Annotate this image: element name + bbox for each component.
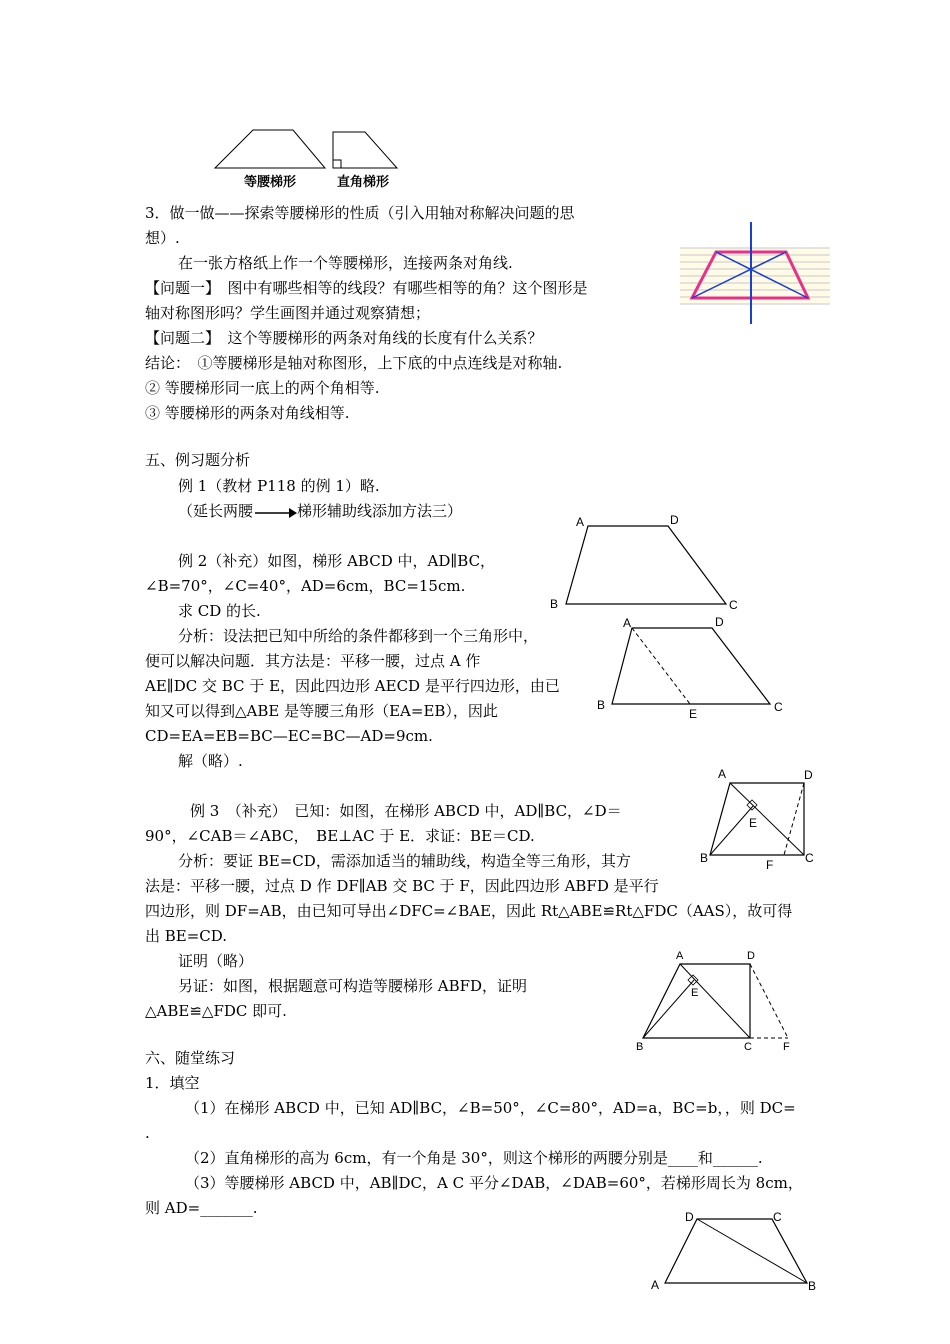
example1-note-b: 梯形辅助线添加方法三） [297,502,463,520]
example3-analysis-4: 出 BE=CD. [145,927,228,945]
example3-line1: 例 3 （补充） 已知：如图，在梯形 ABCD 中，AD∥BC，∠D＝ [190,802,622,820]
example2-analysis-5: CD=EA=EB=BC—EC=BC—AD=9cm. [145,727,433,745]
example2-analysis-2: 便可以解决问题．其方法是：平移一腰，过点 A 作 [145,652,481,670]
point-b-label: B [550,597,559,611]
example3-figure [700,765,820,875]
point-b-label: B [700,851,709,865]
right-angle-mark [333,160,341,168]
segment-ae-dashed [632,628,690,704]
point-c-label: C [774,700,783,714]
point-a-label: A [623,616,632,630]
example3-alt-1: 另证：如图，根据题意可构造等腰梯形 ABFD，证明 [178,977,528,995]
point-e-label: E [749,816,758,830]
point-e-label: E [689,707,698,721]
grid-trapezoid-figure [680,220,832,328]
point-f-label: F [766,858,774,872]
segment-df-dashed [784,783,804,855]
point-b-label: B [808,1279,817,1293]
section3-line1: 3．做一做——探索等腰梯形的性质（引入用轴对称解决问题的思 [145,204,575,222]
point-a-label: A [676,950,684,962]
example2-figure [540,510,760,620]
point-d-label: D [747,950,755,962]
section3-line3: 在一张方格纸上作一个等腰梯形，连接两条对角线. [178,254,513,272]
example1-note-a: （延长两腰 [178,502,254,520]
point-d-label: D [685,1210,694,1224]
point-c-label: C [744,1041,752,1053]
practice1-line2: . [145,1124,150,1142]
trapezoid-abcd [566,526,726,604]
example2-analysis-4: 知又可以得到△ABE 是等腰三角形（EA=EB），因此 [145,702,498,720]
segment-df-dashed-2 [750,964,788,1038]
section6-title: 六、随堂练习 [145,1049,236,1067]
example3-line2: 90°，∠CAB＝∠ABC， BE⊥AC 于 E．求证：BE＝CD. [145,827,535,845]
point-f-label: F [783,1041,790,1053]
isosceles-trapezoid-shape [215,130,325,168]
example3-proof: 证明（略） [178,952,254,970]
example3-analysis-3: 四边形，则 DF=AB，由已知可导出∠DFC=∠BAE，因此 Rt△ABE≌Rt△FDC（AAS），故可得 [145,902,793,920]
practice3-line2: 则 AD=_______. [145,1199,258,1217]
segment-be-2 [643,980,694,1038]
trapezoid-abcd-2 [612,628,770,704]
point-c-label: C [773,1210,782,1224]
arrow-icon [255,506,297,518]
point-e-label: E [691,987,699,999]
point-b-label: B [636,1041,644,1053]
example3-alt-2: △ABE≌△FDC 即可. [145,1002,287,1020]
practice3-figure [645,1205,825,1300]
point-c-label: C [729,598,738,612]
point-d-label: D [715,615,724,629]
example2-line3: 求 CD 的长. [178,602,261,620]
section3-line2: 想）. [145,229,180,247]
conclusion-3: ③ 等腰梯形的两条对角线相等. [145,404,350,422]
example2-analysis-3: AE∥DC 交 BC 于 E，因此四边形 AECD 是平行四边形，由已 [145,677,560,695]
practice3-line1: （3）等腰梯形 ABCD 中，AB∥DC，A C 平分∠DAB，∠DAB=60°，若梯形周长为 8cm， [185,1174,803,1192]
isosceles-trapezoid-label: 等腰梯形 [244,174,297,189]
right-angle-mark-e-2 [688,975,698,985]
point-a-label: A [651,1278,660,1292]
point-c-label: C [805,851,814,865]
example2-analysis-1: 分析：设法把已知中所给的条件都移到一个三角形中， [178,627,539,645]
diagonal-db [697,1219,807,1283]
point-b-label: B [597,698,606,712]
trapezoid-abcd-3 [643,964,750,1038]
question1-line2: 轴对称图形吗？学生画图并通过观察猜想； [145,304,431,322]
point-d-label: D [670,513,679,527]
conclusion-2: ② 等腰梯形同一底上的两个角相等. [145,379,380,397]
example2-line2: ∠B=70°，∠C=40°，AD=6cm，BC=15cm. [145,577,466,595]
example2-solution: 解（略）. [178,752,243,770]
practice2: （2）直角梯形的高为 6cm，有一个角是 30°，则这个梯形的两腰分别是____和______. [185,1149,763,1167]
trapezoid-abcd-4 [665,1219,807,1283]
point-a-label: A [576,515,585,529]
right-trapezoid-shape [333,132,397,168]
example3-analysis-1: 分析：要证 BE=CD，需添加适当的辅助线，构造全等三角形，其方 [178,852,631,870]
section6-sub1: 1．填空 [145,1074,200,1092]
diagonal-ac-2 [680,964,750,1038]
point-a-label: A [718,767,727,781]
example3-analysis-2: 法是：平移一腰，过点 D 作 DF∥AB 交 BC 于 F，因此四边形 ABFD 是平行 [145,877,659,895]
question1-line1: 【问题一】 图中有哪些相等的线段？有哪些相等的角？这个图形是 [145,279,588,297]
right-trapezoid-label: 直角梯形 [337,174,390,189]
example2-line1: 例 2（补充）如图，梯形 ABCD 中，AD∥BC， [178,552,496,570]
question2: 【问题二】 这个等腰梯形的两条对角线的长度有什么关系？ [145,329,543,347]
example3-alt-figure [630,948,805,1058]
example2-aux-figure [590,612,800,722]
practice1-line1: （1）在梯形 ABCD 中，已知 AD∥BC，∠B=50°，∠C=80°，AD=a，BC=b，，则 DC= [185,1099,796,1117]
point-d-label: D [804,768,813,782]
section5-title: 五、例习题分析 [145,451,251,469]
conclusion-1: 结论： ①等腰梯形是轴对称图形，上下底的中点连线是对称轴. [145,354,563,372]
example1: 例 1（教材 P118 的例 1）略. [178,477,380,495]
